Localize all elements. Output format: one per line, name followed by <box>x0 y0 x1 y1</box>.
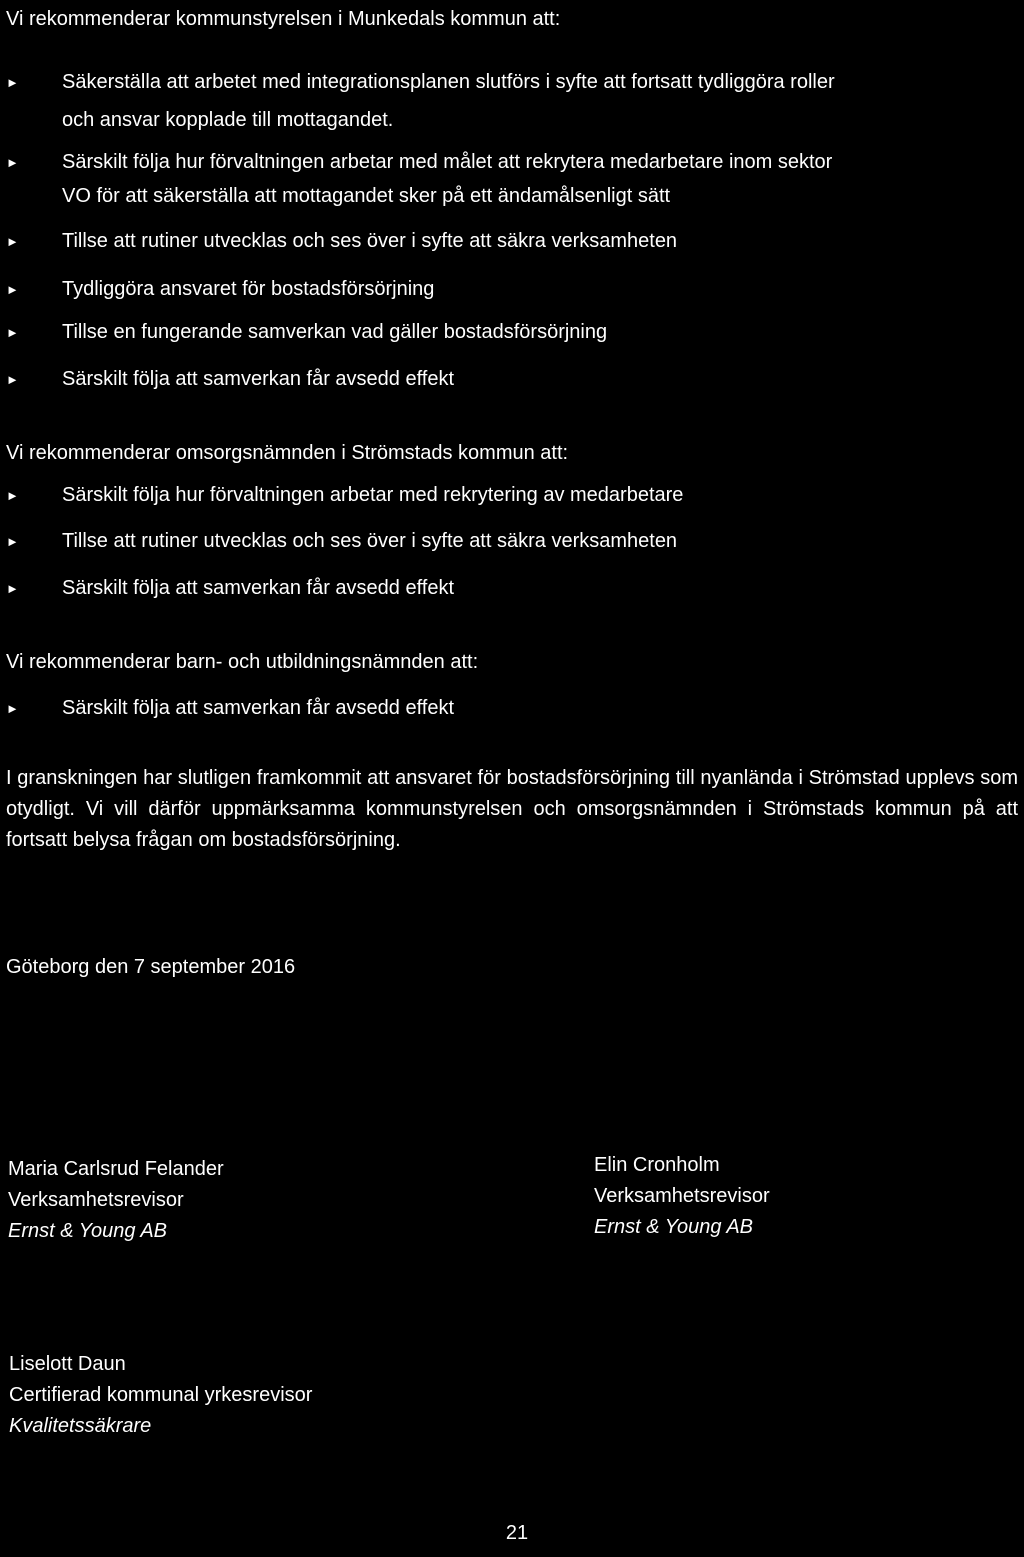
signatory-organization: Kvalitetssäkrare <box>9 1415 152 1437</box>
section-heading: Vi rekommenderar barn- och utbildningsnämnden att: <box>6 651 479 673</box>
signatory-title: Verksamhetsrevisor <box>594 1185 770 1207</box>
section-heading: Vi rekommenderar omsorgsnämnden i Strömstads kommun att: <box>6 442 569 464</box>
signature-block <box>594 1150 770 1243</box>
list-item-text: Säkerställa att arbetet med integrationsplanen slutförs i syfte att fortsatt tydliggöra roller <box>62 71 835 93</box>
conclusion-paragraph: I granskningen har slutligen framkommit att ansvaret för bostadsförsörjning till nyanlända i Strömstad upplevs som otydligt. Vi vill därför uppmärksamma kommunstyrelsen och omsorgsnämnden i Strömstads kommun på att fortsatt belysa frågan om bostadsförsörjning. <box>6 767 1018 851</box>
list-item-text: Särskilt följa att samverkan får avsedd effekt <box>62 368 455 390</box>
signatory-title: Verksamhetsrevisor <box>8 1189 184 1211</box>
signatory-organization: Ernst & Young AB <box>594 1216 753 1238</box>
page-number: 21 <box>505 1522 529 1544</box>
date-line: Göteborg den 7 september 2016 <box>6 956 296 978</box>
bullet-icon: ► <box>6 325 19 340</box>
list-item-text: Tillse att rutiner utvecklas och ses över i syfte att säkra verksamheten <box>62 230 678 252</box>
bullet-icon: ► <box>6 75 19 90</box>
section-heading: Vi rekommenderar kommunstyrelsen i Munkedals kommun att: <box>6 8 561 30</box>
list-item-text: Tillse att rutiner utvecklas och ses över i syfte att säkra verksamheten <box>62 530 678 552</box>
bullet-icon: ► <box>6 701 19 716</box>
list-item-text: Särskilt följa att samverkan får avsedd effekt <box>62 577 455 599</box>
bullet-icon: ► <box>6 488 19 503</box>
signatory-name: Maria Carlsrud Felander <box>8 1158 224 1180</box>
signature-block <box>9 1349 312 1442</box>
signatory-title: Certifierad kommunal yrkesrevisor <box>9 1384 313 1406</box>
list-item-text: Särskilt följa hur förvaltningen arbetar med målet att rekrytera medarbetare inom sektor <box>62 151 833 173</box>
list-item-text: Särskilt följa hur förvaltningen arbetar med rekrytering av medarbetare <box>62 484 684 506</box>
bullet-icon: ► <box>6 581 19 596</box>
list-item-text: Tillse en fungerande samverkan vad gäller bostadsförsörjning <box>62 321 608 343</box>
bullet-icon: ► <box>6 372 19 387</box>
bullet-icon: ► <box>6 155 19 170</box>
list-item-text: Särskilt följa att samverkan får avsedd effekt <box>62 697 455 719</box>
bullet-icon: ► <box>6 234 19 249</box>
list-item-text-continued: och ansvar kopplade till mottagandet. <box>62 109 394 131</box>
signatory-name: Elin Cronholm <box>594 1154 720 1176</box>
signatory-organization: Ernst & Young AB <box>8 1220 167 1242</box>
list-item-text-continued: VO för att säkerställa att mottagandet sker på ett ändamålsenligt sätt <box>62 185 671 207</box>
signature-block <box>8 1154 224 1247</box>
signatory-name: Liselott Daun <box>9 1353 126 1375</box>
bullet-icon: ► <box>6 534 19 549</box>
bullet-icon: ► <box>6 282 19 297</box>
list-item-text: Tydliggöra ansvaret för bostadsförsörjning <box>62 278 435 300</box>
